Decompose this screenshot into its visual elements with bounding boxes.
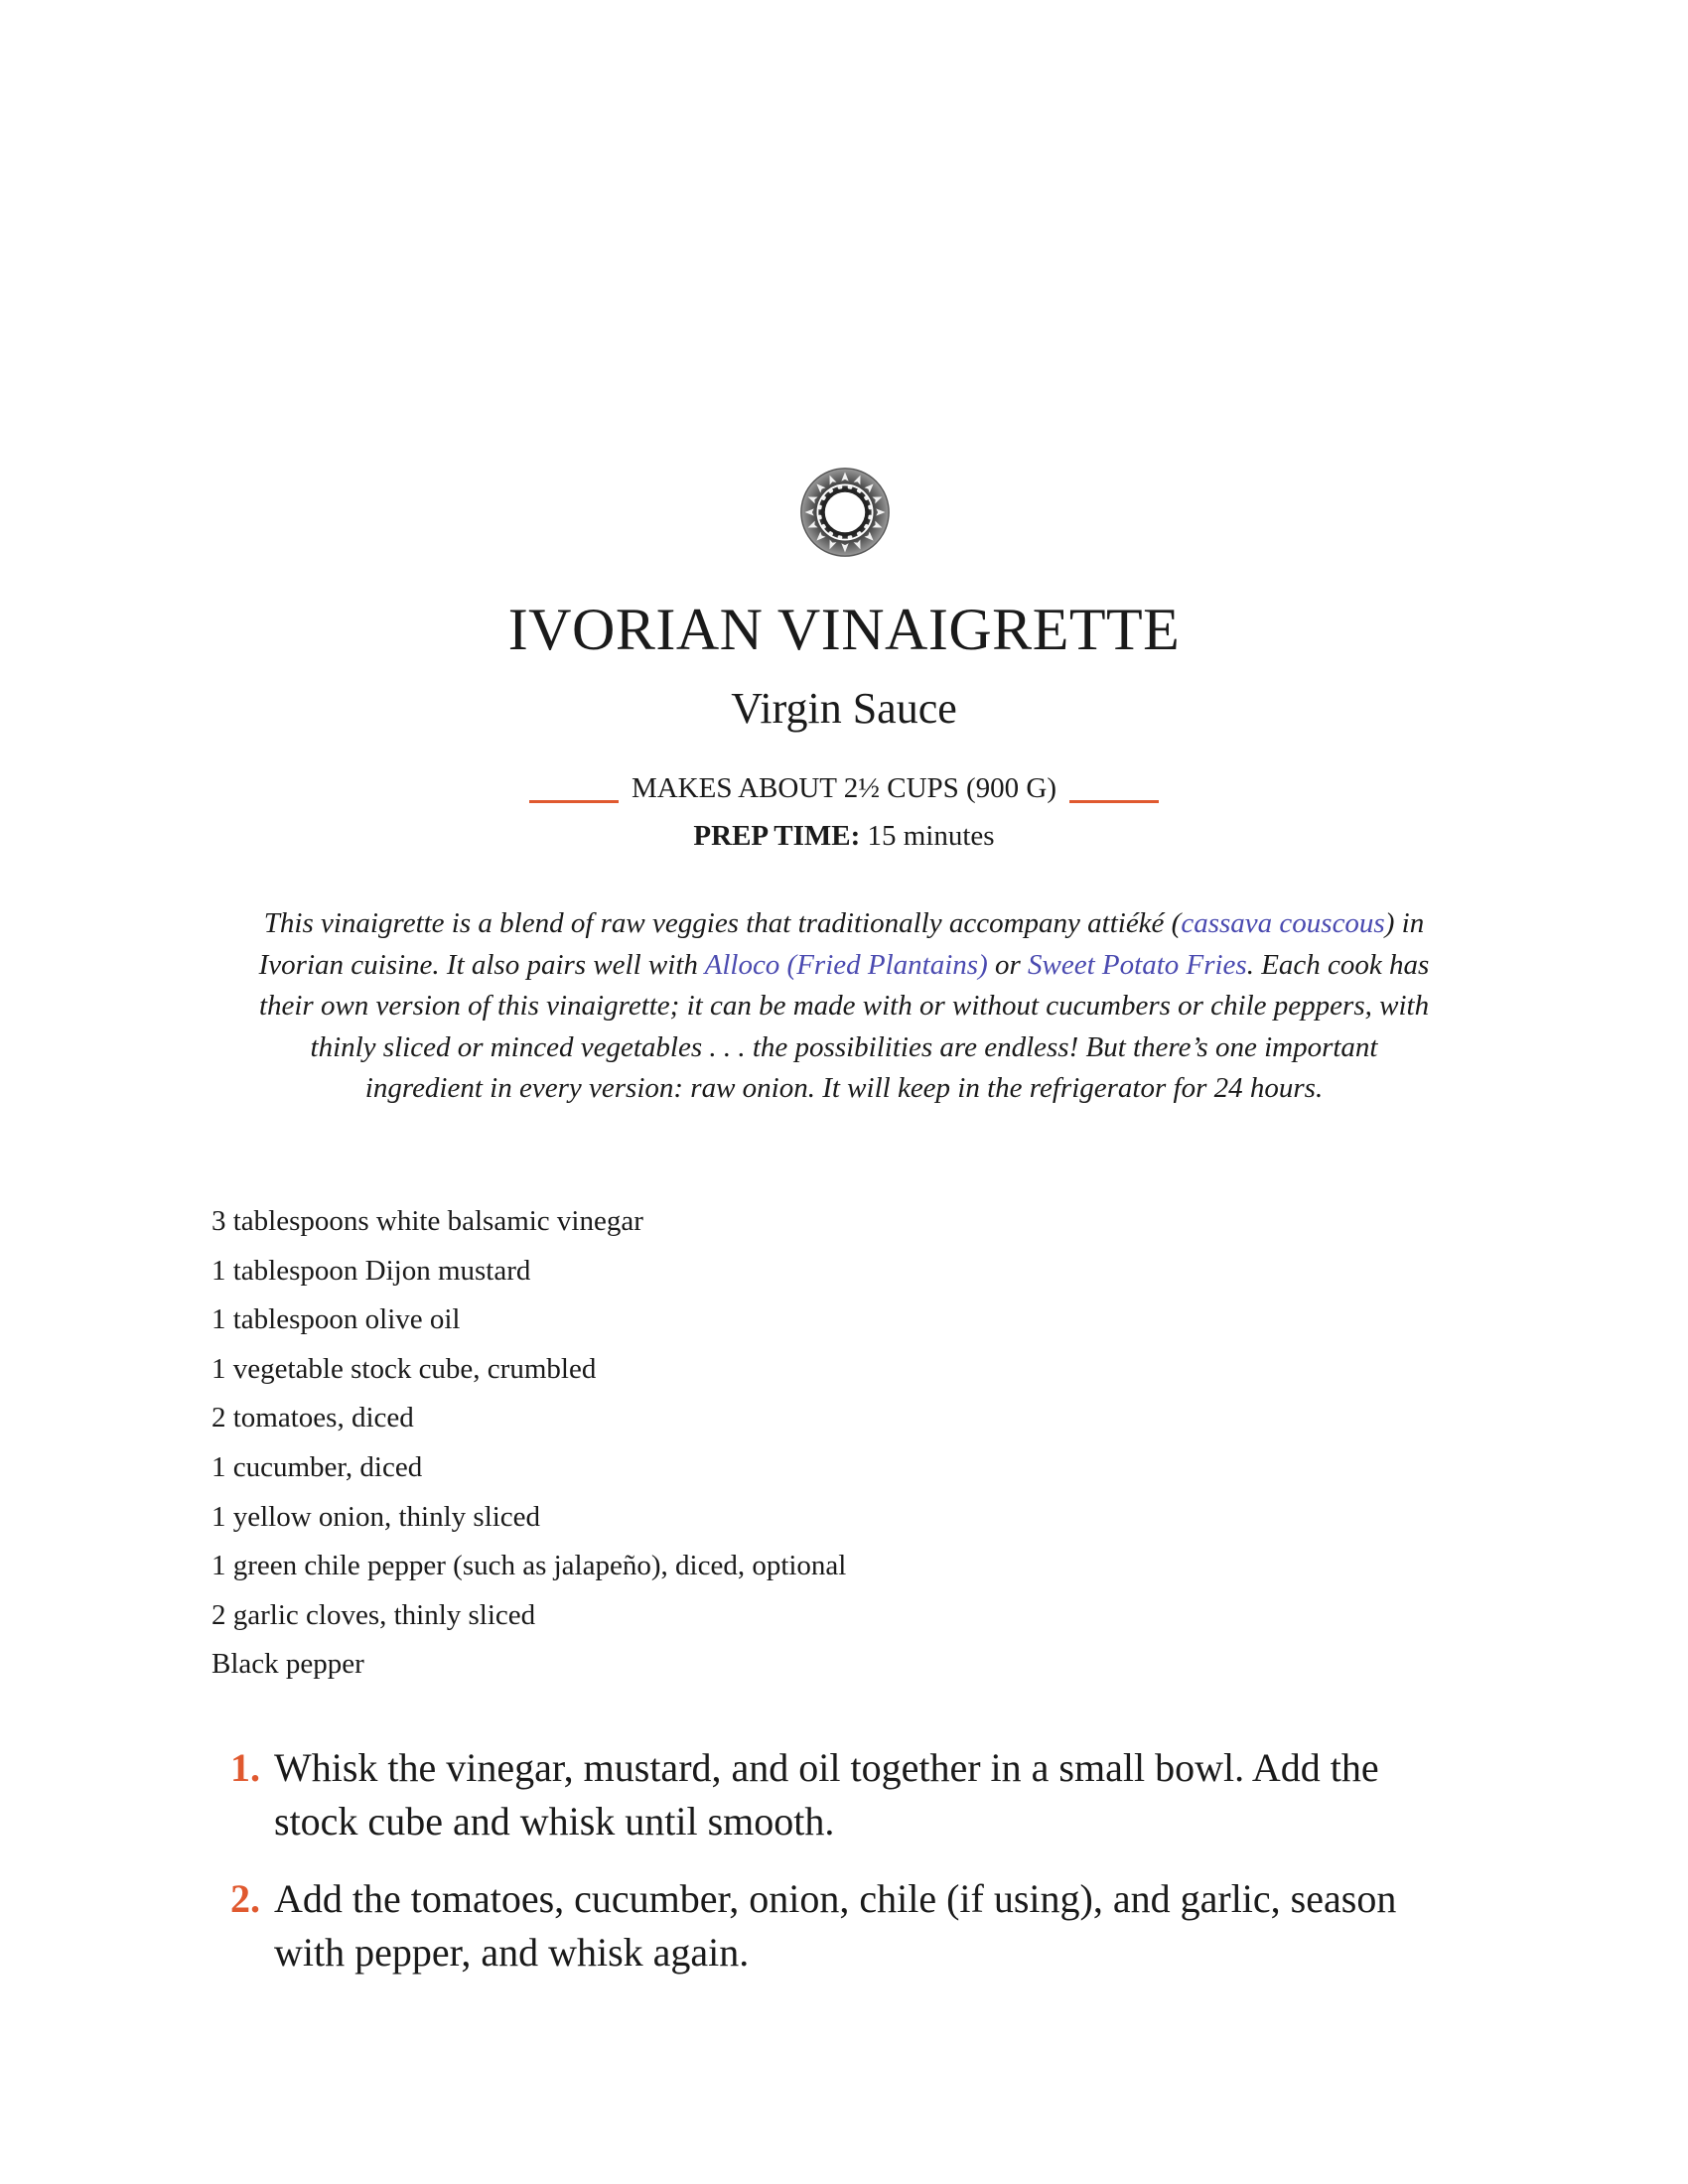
ingredient-item: 1 vegetable stock cube, crumbled: [211, 1352, 597, 1385]
prep-time-value: 15 minutes: [860, 820, 995, 852]
intro-text: This vinaigrette is a blend of raw veggies that traditionally accompany attiéké (: [263, 907, 1182, 939]
ingredient-item: 2 tomatoes, diced: [211, 1402, 414, 1434]
recipe-subtitle: Virgin Sauce: [731, 684, 957, 733]
ingredient-item: 3 tablespoons white balsamic vinegar: [211, 1205, 643, 1237]
ingredient-item: 1 tablespoon olive oil: [211, 1303, 461, 1336]
ingredient-item: 1 yellow onion, thinly sliced: [211, 1500, 541, 1533]
ingredient-item: Black pepper: [211, 1648, 364, 1681]
yield-rule-right: [1069, 800, 1159, 803]
intro-text: . Each cook has their own version of this vinaigrette; it can be made with or without cucumbers or chile peppers, with thinly sliced or minced vegetables . . . the possibilities are endless! But there’s one important ingredient in every version: raw onion. It will keep in the refrigerator for 24 hours.: [258, 948, 1430, 1104]
prep-time-label: PREP TIME:: [693, 820, 861, 852]
instruction-step: [230, 1872, 1472, 1979]
ingredient-item: 2 garlic cloves, thinly sliced: [211, 1598, 536, 1631]
recipe-title: IVORIAN VINAIGRETTE: [507, 597, 1181, 662]
sweet-potato-fries-link[interactable]: Sweet Potato Fries: [1028, 948, 1247, 981]
intro-text: ) in Ivorian cuisine. It also pairs well with: [258, 907, 1425, 981]
step-text: Whisk the vinegar, mustard, and oil together in a small bowl. Add the stock cube and whisk until smooth.: [274, 1745, 1379, 1843]
alloco-link[interactable]: Alloco (Fried Plantains): [704, 948, 988, 981]
recipe-intro: [253, 903, 1435, 1110]
instruction-list: [230, 1741, 1472, 2003]
yield-rule-left: [529, 800, 619, 803]
circular-ornament-icon: [799, 467, 891, 558]
ingredient-item: 1 green chile pepper (such as jalapeño), diced, optional: [211, 1550, 847, 1582]
intro-text: or: [987, 948, 1029, 981]
instruction-step: [230, 1741, 1472, 1848]
cassava-couscous-link[interactable]: cassava couscous: [1181, 907, 1385, 939]
recipe-yield: [0, 770, 1688, 806]
yield-text: MAKES ABOUT 2½ CUPS (900 G): [631, 772, 1057, 804]
step-number: 2.: [230, 1876, 260, 1921]
ingredient-item: 1 tablespoon Dijon mustard: [211, 1254, 531, 1287]
ingredient-item: 1 cucumber, diced: [211, 1450, 423, 1483]
ingredient-list: [211, 1197, 1105, 1690]
step-text: Add the tomatoes, cucumber, onion, chile (if using), and garlic, season with pepper, and whisk again.: [274, 1876, 1397, 1975]
step-number: 1.: [230, 1745, 260, 1790]
prep-time: [0, 818, 1688, 854]
